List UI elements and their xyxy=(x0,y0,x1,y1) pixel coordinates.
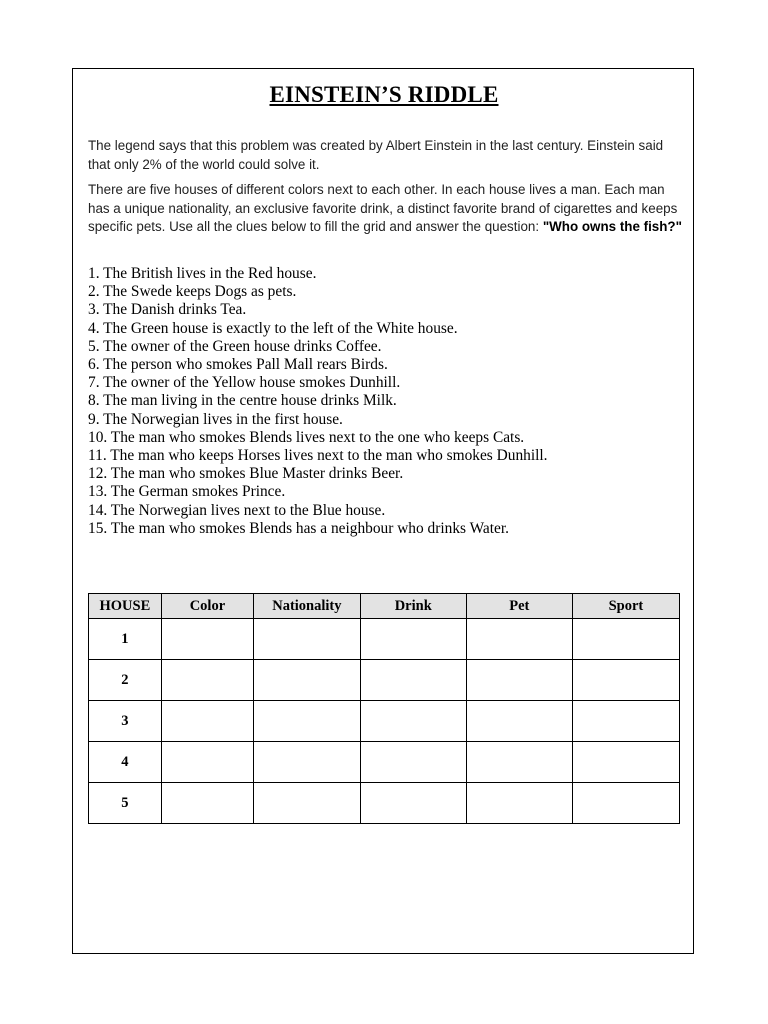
header-color: Color xyxy=(161,594,253,619)
intro-paragraph-2 xyxy=(88,181,688,237)
grid-header-row xyxy=(89,594,680,619)
header-house: HOUSE xyxy=(89,594,162,619)
house-number: 5 xyxy=(89,783,162,824)
header-pet: Pet xyxy=(466,594,572,619)
clue-item: 1. The British lives in the Red house. xyxy=(88,265,317,282)
grid-cell-color[interactable] xyxy=(161,660,253,701)
clue-item: 4. The Green house is exactly to the left of the White house. xyxy=(88,319,458,337)
header-drink: Drink xyxy=(360,594,466,619)
page-title: EINSTEIN’S RIDDLE xyxy=(269,82,499,107)
grid-cell-pet[interactable] xyxy=(466,783,572,824)
grid-cell-nationality[interactable] xyxy=(254,783,361,824)
grid-cell-nationality[interactable] xyxy=(254,619,361,660)
grid-cell-sport[interactable] xyxy=(572,660,679,701)
clue-item: 12. The man who smokes Blue Master drinks Beer. xyxy=(88,465,404,483)
house-number: 1 xyxy=(89,619,162,660)
header-nationality: Nationality xyxy=(254,594,361,619)
grid-cell-color[interactable] xyxy=(161,742,253,783)
grid-cell-drink[interactable] xyxy=(360,783,466,824)
grid-cell-pet[interactable] xyxy=(466,660,572,701)
clue-item: 15. The man who smokes Blends has a neighbour who drinks Water. xyxy=(88,519,509,537)
grid-cell-sport[interactable] xyxy=(572,742,679,783)
grid-row xyxy=(89,742,680,783)
clue-list xyxy=(88,265,688,538)
house-number: 4 xyxy=(89,742,162,783)
grid-cell-color[interactable] xyxy=(161,619,253,660)
clue-item: 5. The owner of the Green house drinks Coffee. xyxy=(88,337,382,355)
grid-cell-pet[interactable] xyxy=(466,701,572,742)
clue-item: 2. The Swede keeps Dogs as pets. xyxy=(88,283,297,301)
header-sport: Sport xyxy=(572,594,679,619)
house-number: 3 xyxy=(89,701,162,742)
clue-item: 13. The German smokes Prince. xyxy=(88,483,286,501)
grid-row xyxy=(89,783,680,824)
grid-cell-color[interactable] xyxy=(161,701,253,742)
intro-text-2: There are five houses of different colors next to each other. In each house lives a man. Each man has a unique nationality, an exclusive favorite drink, a distinct favorite brand of cigarettes and keeps specific pets. Use all the clues below to fill the grid and answer the question: xyxy=(88,182,678,234)
grid-cell-drink[interactable] xyxy=(360,660,466,701)
intro-paragraph-1 xyxy=(88,137,688,174)
grid-cell-pet[interactable] xyxy=(466,619,572,660)
grid-cell-nationality[interactable] xyxy=(254,660,361,701)
grid-cell-sport[interactable] xyxy=(572,619,679,660)
grid-row xyxy=(89,660,680,701)
intro-text-1: The legend says that this problem was created by Albert Einstein in the last century. Einstein said that only 2% of the world could solve it. xyxy=(88,138,664,172)
house-number: 2 xyxy=(89,660,162,701)
clue-item: 8. The man living in the centre house drinks Milk. xyxy=(88,392,397,410)
clue-item: 14. The Norwegian lives next to the Blue house. xyxy=(88,501,386,519)
grid-cell-color[interactable] xyxy=(161,783,253,824)
grid-cell-nationality[interactable] xyxy=(254,701,361,742)
clue-item: 7. The owner of the Yellow house smokes Dunhill. xyxy=(88,374,401,392)
clue-item: 11. The man who keeps Horses lives next to the man who smokes Dunhill. xyxy=(88,447,548,465)
answer-grid xyxy=(88,593,680,824)
clue-item: 9. The Norwegian lives in the first house. xyxy=(88,410,343,428)
grid-row xyxy=(89,701,680,742)
grid-row xyxy=(89,619,680,660)
clue-item: 3. The Danish drinks Tea. xyxy=(88,301,247,319)
question-text: "Who owns the fish?" xyxy=(542,219,682,234)
grid-cell-sport[interactable] xyxy=(572,783,679,824)
clue-item: 10. The man who smokes Blends lives next to the one who keeps Cats. xyxy=(88,428,525,446)
grid-cell-pet[interactable] xyxy=(466,742,572,783)
clue-item: 6. The person who smokes Pall Mall rears Birds. xyxy=(88,356,388,374)
grid-cell-drink[interactable] xyxy=(360,619,466,660)
grid-cell-sport[interactable] xyxy=(572,701,679,742)
grid-cell-drink[interactable] xyxy=(360,701,466,742)
grid-cell-nationality[interactable] xyxy=(254,742,361,783)
grid-cell-drink[interactable] xyxy=(360,742,466,783)
